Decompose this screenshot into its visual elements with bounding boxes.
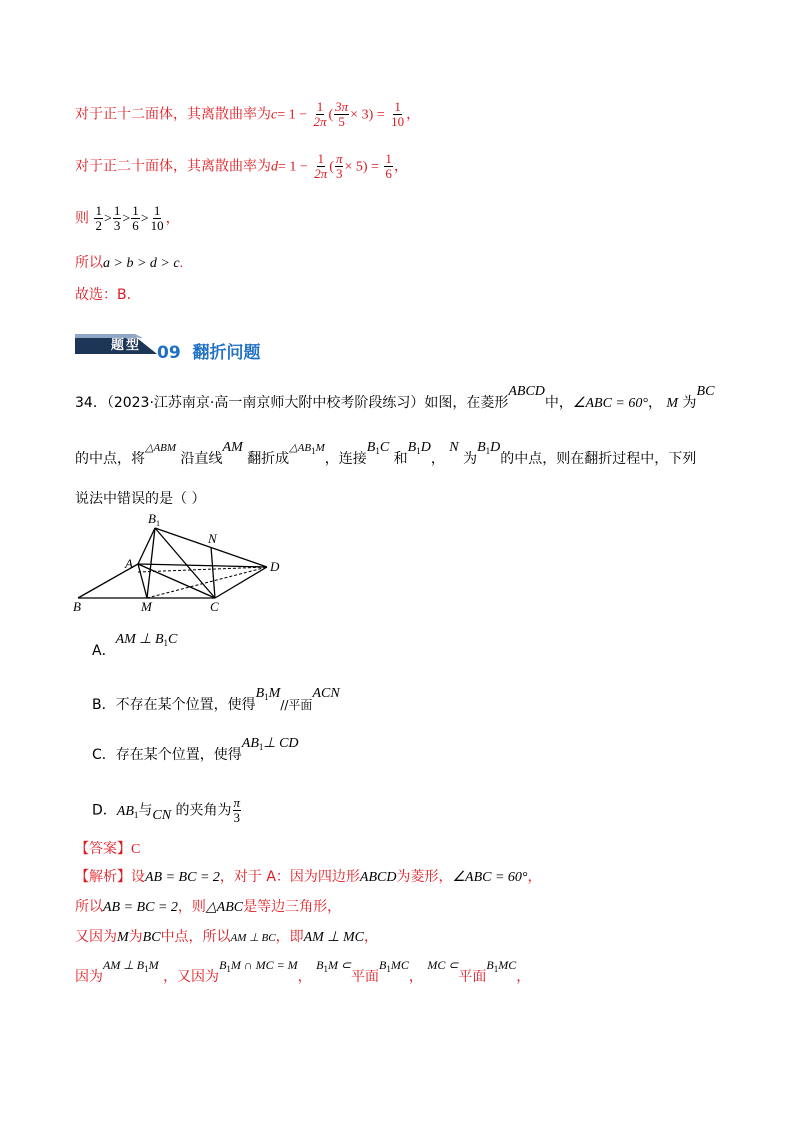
option-c: C．存在某个位置，使得$AB_1\perp$ CD [92,736,299,763]
answer-label: 【答案】 [75,841,131,857]
edge-CN [211,547,215,598]
solution-line-5: 故选：B. [75,287,132,303]
fraction: $\frac{\pi}{3}$ [335,151,343,181]
math-var: c [271,107,278,123]
section-header [75,330,375,366]
analysis-line-1: 【解析】设AB = BC = 2，对于 A：因为四边形ABCD为菱形，∠ABC = 60°， [75,869,542,885]
fraction: $\frac{1}{2\pi}$ [313,99,327,129]
question-line-1: 34．（2023·江苏南京·高一南京师大附中校考阶段练习）如图，在菱形ABCD中，∠ABC = 60°， M 为BC [75,384,715,411]
question-number: 34． [75,395,107,411]
fraction: $\frac{1}{2}$ [95,203,102,233]
fraction: $\frac{1}{3}$ [113,203,121,233]
answer-line [75,838,140,858]
solution-line-3: 则 $\frac{1}{2}$ > $\frac{1}{3}$ > $\frac{1}{6}$ > $\frac{1}{10}$ ， [75,203,180,233]
edge-B1M [147,528,155,598]
label-A: A [125,556,133,571]
fraction: $\frac{3\pi}{5}$ [335,99,349,129]
fraction: $\frac{1}{10}$ [391,99,405,129]
math-expr: a > b > d > c [103,256,180,271]
question-line-2: 的中点，将$^{\triangle ABM}$ 沿直线AM 翻折成$^{\triangle AB_1M}$，连接$B_1C$ 和$B_1D$， N 为$B_1D$的中点，则在翻折过程中，下列 [75,440,697,467]
edge-AD [138,564,267,567]
label-B: B [73,599,81,614]
label-M: M [141,599,152,614]
question-line-3: 说法中错误的是（ ） [75,491,206,507]
label-B1: $B_1$ [148,512,160,528]
edge-AM [138,564,147,598]
option-d: D．$AB_1$与CN 的夹角为 $\frac{\pi}{3}$ [92,795,241,825]
label-D: D [270,559,280,574]
analysis-line-2: 所以AB = BC = 2，则△ABC是等边三角形， [75,899,342,915]
label-C: C [210,599,219,614]
question-source: （2023·江苏南京·高一南京师大附中校考阶段练习） [106,395,425,411]
fraction: $\frac{1}{10}$ [150,203,164,233]
fraction: $\frac{1}{6}$ [132,203,139,233]
label-N: N [208,531,217,546]
edge-AD-dashed [138,567,267,572]
answer-value: C [131,842,141,857]
option-b: B．不存在某个位置，使得$B_1M//$平面ACN [92,686,340,713]
option-a: A．AM ⊥ $B_1C$ [92,632,178,659]
section-tag: 题型 [111,338,142,353]
solution-line-4: 所以a > b > d > c. [75,255,184,271]
fraction: $\frac{\pi}{3}$ [233,795,241,825]
analysis-line-4: 因为AM ⊥ $B_1M$ ，又因为$B_1M$ ∩ MC = M， $B_1M$ ⊂平面$B_1MC$， MC ⊂平面$B_1MC$， [75,958,531,985]
fraction: $\frac{1}{6}$ [385,151,392,181]
analysis-label: 【解析】 [75,869,131,885]
section-title: 09 翻折问题 [157,343,261,363]
solution-line-1: 对于正十二面体，其离散曲率为c= 1 − $\frac{1}{2\pi}$ ( $\frac{3\pi}{5}$ × 3) = $\frac{1}{10}$ ， [75,99,421,129]
text: 对于正十二面体，其离散曲率为 [75,106,271,123]
math-op: = 1 − [277,107,308,123]
edge-MD-dashed [147,567,267,598]
fraction: $\frac{1}{2\pi}$ [314,151,328,181]
solution-line-2: 对于正二十面体，其离散曲率为d= 1 − $\frac{1}{2\pi}$ ( $\frac{\pi}{3}$ × 5) = $\frac{1}{6}$ ， [75,151,408,181]
analysis-line-3: 又因为M为BC中点，所以AM ⊥ BC，即AM ⊥ MC， [75,929,379,945]
edge-CD [215,567,267,598]
geometry-figure [70,512,290,617]
